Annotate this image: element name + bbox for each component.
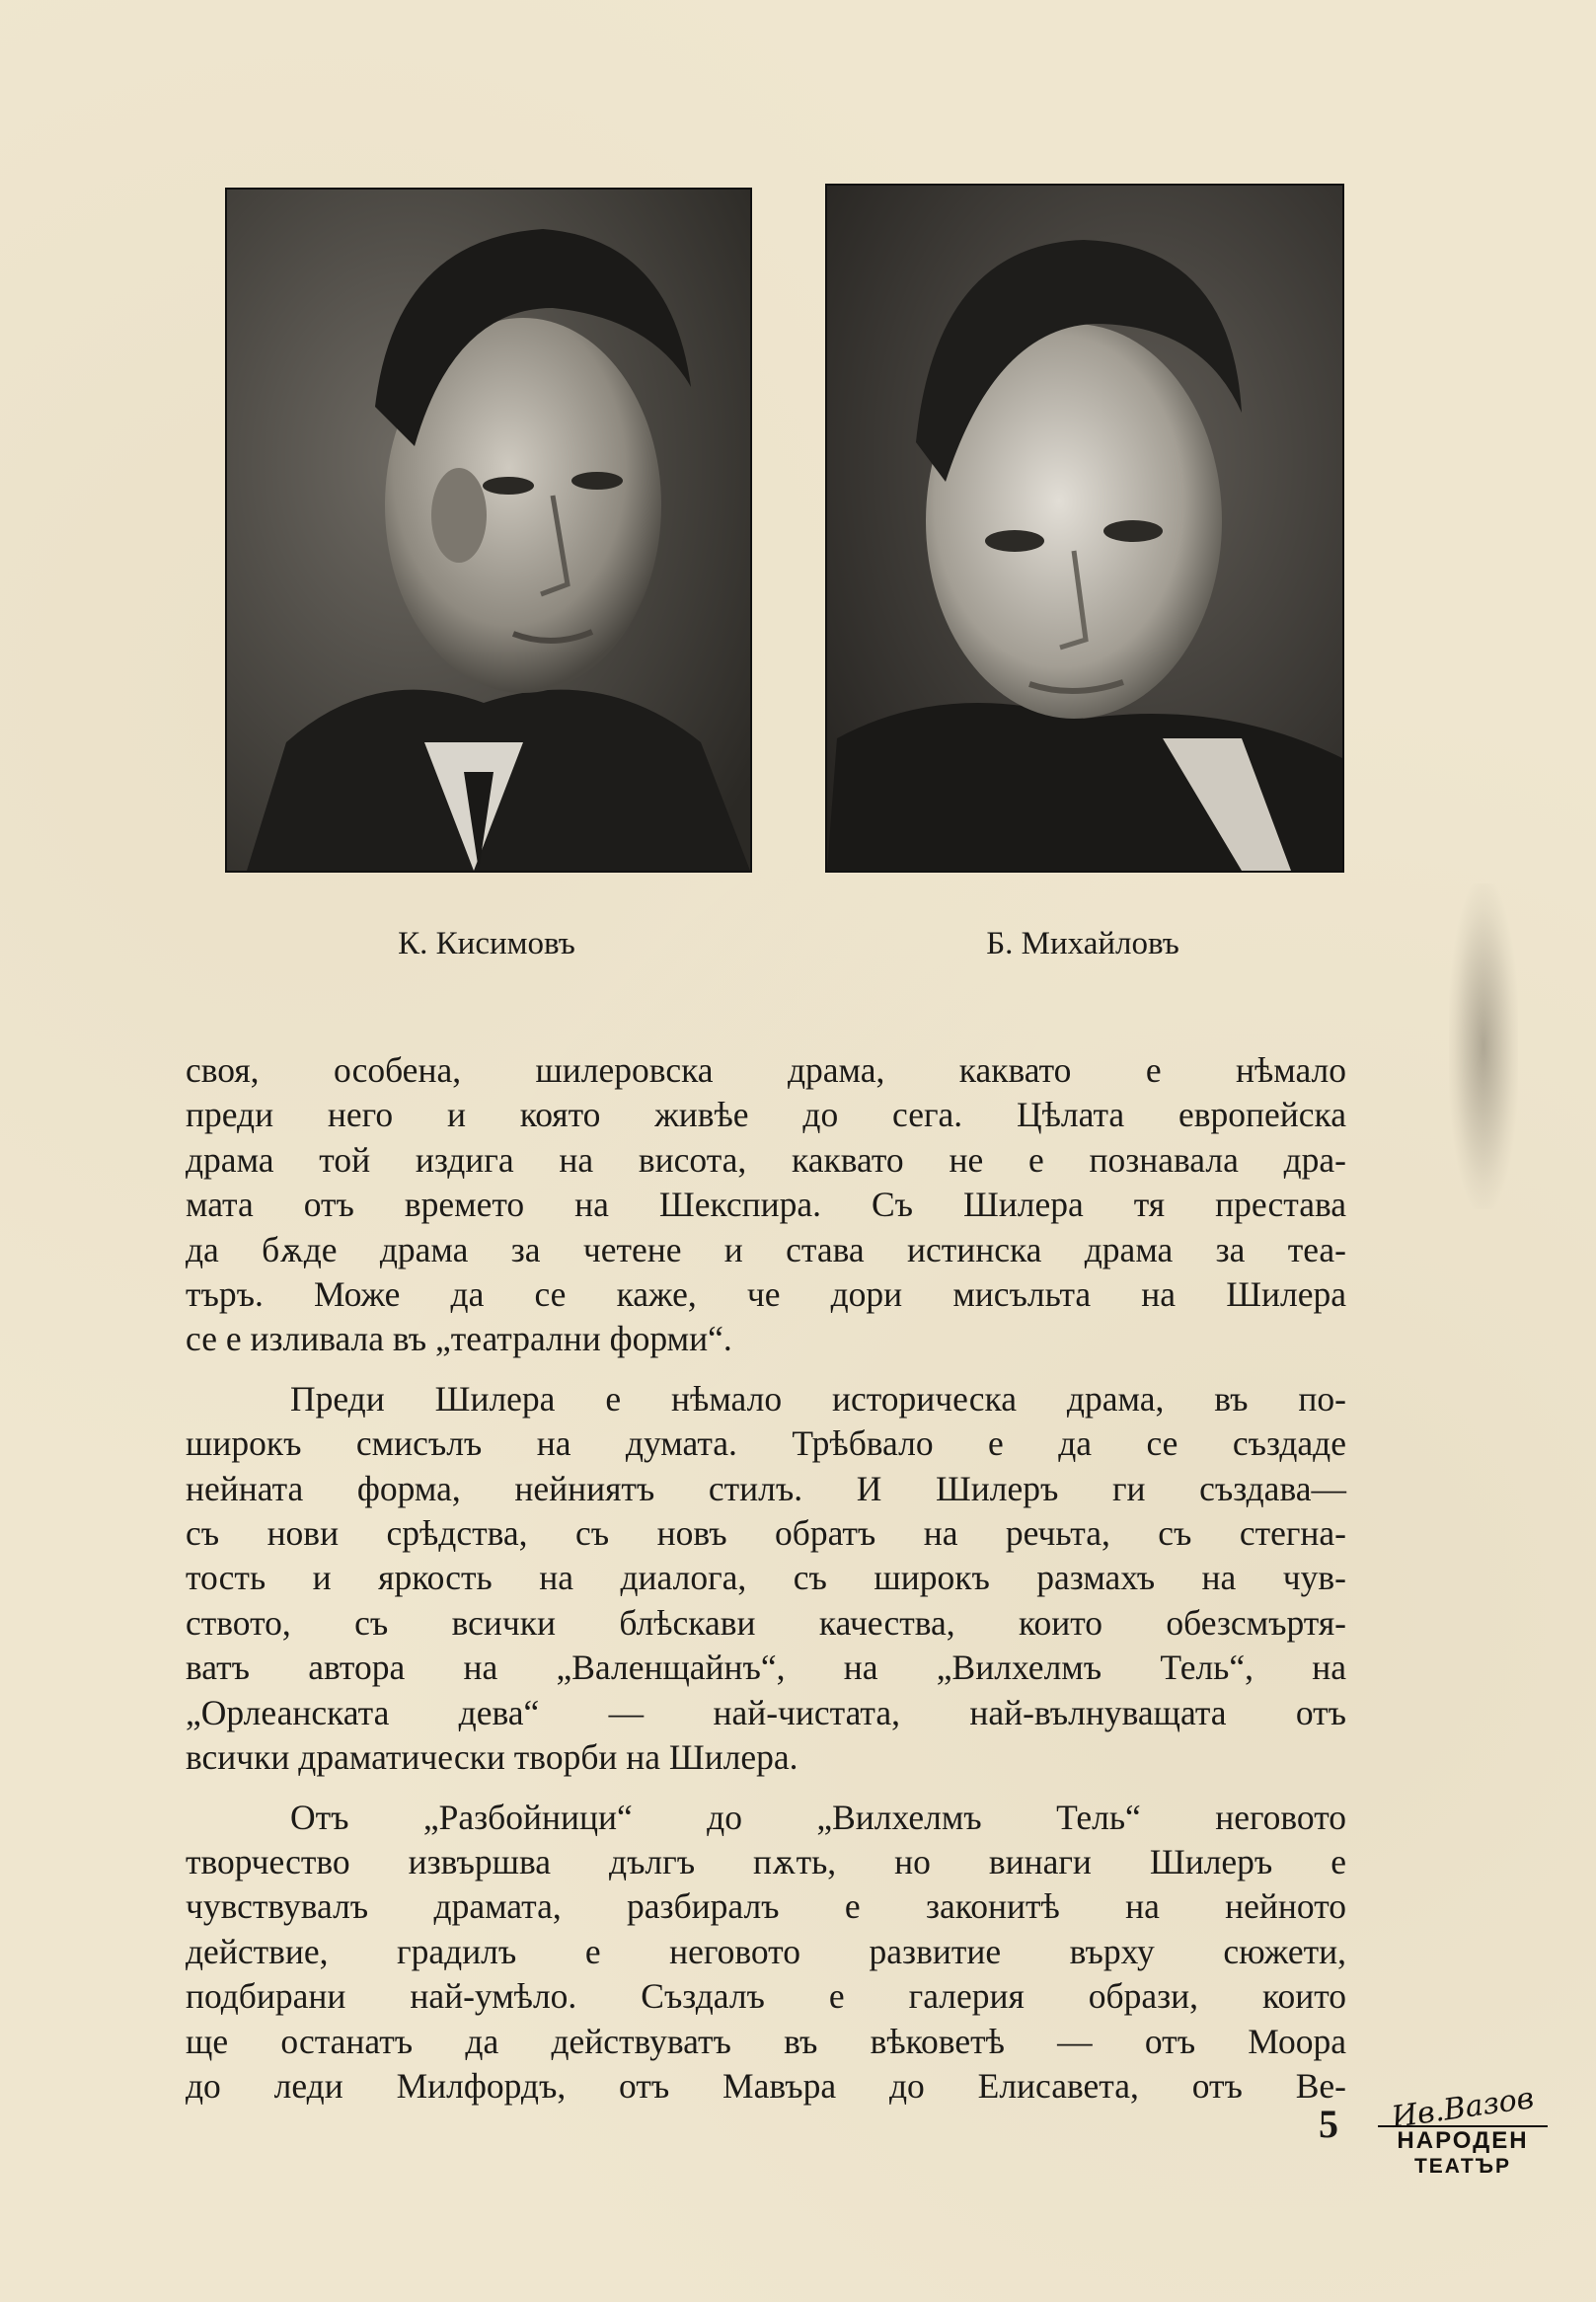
portrait-kisimov	[225, 188, 752, 873]
text-line: до леди Милфордъ, отъ Мавъра до Елисавета, отъ Ве-	[186, 2065, 1346, 2106]
text-line: подбирани най-умѣло. Създалъ е галерия образи, които	[186, 1976, 1346, 2017]
text-line: се е изливала въ „театрални форми“.	[186, 1319, 732, 1359]
text-line: съ нови срѣдства, съ новъ обратъ на речьта, съ стегна-	[186, 1513, 1346, 1554]
logo-line-2: ТЕАТЪР	[1413, 2155, 1512, 2178]
text-line: чувствувалъ драмата, разбиралъ е законитѣ на нейното	[186, 1886, 1346, 1927]
text-line: своя, особена, шилеровска драма, каквато е нѣмало	[186, 1050, 1346, 1090]
text-line: ще останатъ да действуватъ въ вѣковетѣ — отъ Моора	[186, 2021, 1346, 2061]
text-line: тость и яркость на диалога, съ широкъ размахъ на чув-	[186, 1558, 1346, 1598]
text-line: ватъ автора на „Валенщайнъ“, на „Вилхелмъ Тель“, на	[186, 1648, 1346, 1688]
text-line: мата отъ времето на Шекспира. Съ Шилера тя престава	[186, 1185, 1346, 1225]
text-line: творчество извършва дългъ пѫть, но винаги Шилеръ е	[186, 1841, 1346, 1881]
paragraph-2	[186, 1377, 1346, 1781]
text-line: всички драматически творби на Шилера.	[186, 1737, 798, 1778]
text-line: Отъ „Разбойници“ до „Вилхелмъ Тель“ неговото	[290, 1797, 1346, 1837]
page-number: 5	[1319, 2102, 1338, 2146]
portrait-mihaylov-image	[827, 186, 1342, 871]
caption-mihaylov: Б. Михайловъ	[986, 926, 1179, 961]
national-theatre-logo	[1378, 2081, 1548, 2205]
article-body	[186, 1048, 1346, 2109]
text-line: да бѫде драма за четене и става истинска драма за теа-	[186, 1229, 1346, 1269]
portrait-mihaylov	[825, 184, 1344, 873]
text-line: Преди Шилера е нѣмало историческа драма, въ по-	[290, 1378, 1346, 1419]
text-line: нейната форма, нейниятъ стилъ. И Шилеръ ги създава—	[186, 1468, 1346, 1508]
text-line: търъ. Може да се каже, че дори мисъльта на Шилера	[186, 1274, 1346, 1315]
text-line: действие, градилъ е неговото развитие върху сюжети,	[186, 1931, 1346, 1971]
text-line: ството, съ всички блѣскави качества, които обезсмъртя-	[186, 1602, 1346, 1643]
paragraph-1	[186, 1048, 1346, 1362]
text-line: преди него и която живѣе до сега. Цѣлата европейска	[186, 1095, 1346, 1135]
text-line: драма той издига на висота, каквато не е познавала дра-	[186, 1139, 1346, 1180]
portrait-kisimov-image	[227, 190, 750, 871]
text-line: „Орлеанската дева“ — най-чистата, най-вълнуващата отъ	[186, 1692, 1346, 1732]
logo-script: Ив.Вазов	[1389, 2081, 1537, 2135]
paper-smudge	[1449, 883, 1518, 1209]
paragraph-3	[186, 1796, 1346, 2110]
caption-kisimov: К. Кисимовъ	[398, 926, 575, 961]
text-line: широкъ смисълъ на думата. Трѣбвало е да се създаде	[186, 1423, 1346, 1464]
logo-line-1: НАРОДЕН	[1378, 2125, 1548, 2155]
